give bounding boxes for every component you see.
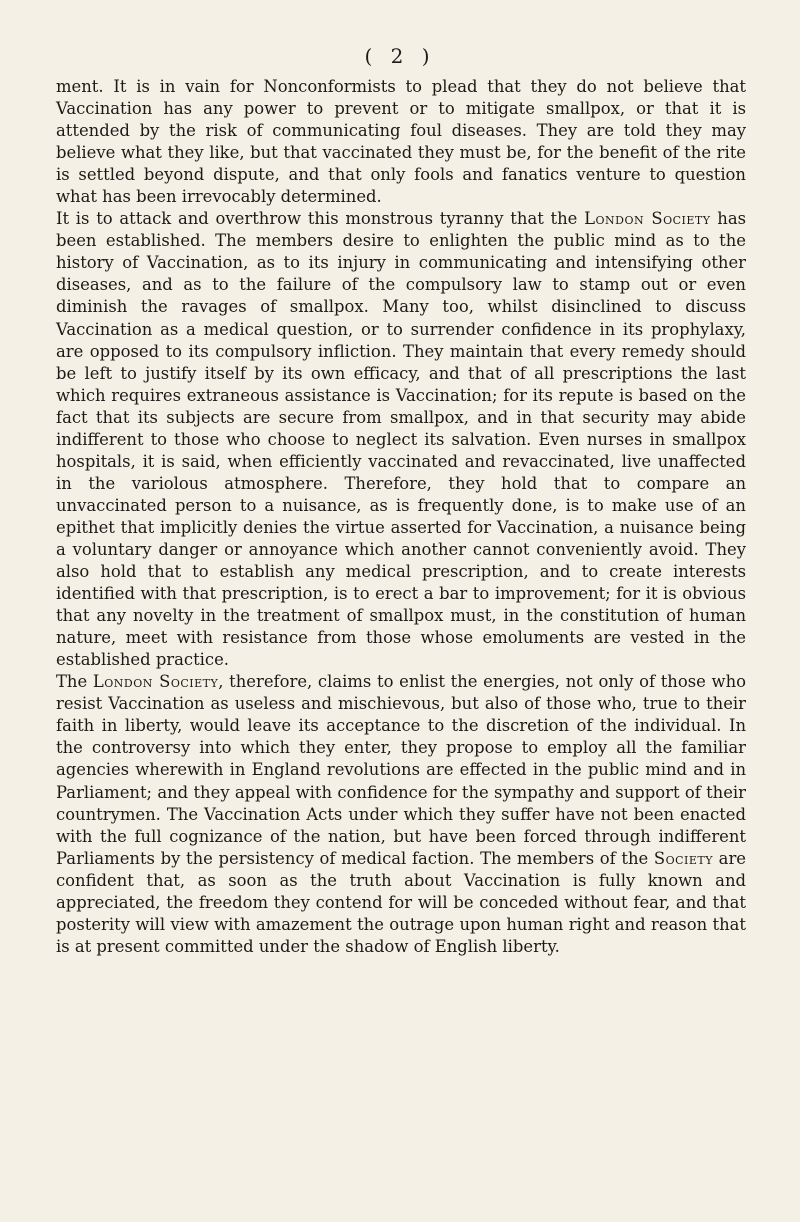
paragraph-1	[56, 76, 746, 208]
body-text	[56, 76, 746, 958]
paragraph-3-before: The	[56, 672, 93, 692]
paragraph-3-middle: , therefore, claims to enlist the energies, not only of those who resist Vaccination as useless and mischievous, but also of those who, true to their faith in liberty, would leave its acceptance to the discretion of the individual. In the controversy into which they enter, they propose to employ all the familiar agencies wherewith in England revolutions are effected in the public mind and in Parliament; and they appeal with confidence for the sympathy and support of their countrymen. The Vaccination Acts under which they suffer have not been enacted with the full cognizance of the nation, but have been forced through indifferent Parliaments by the persistency of medical faction. The members of the	[56, 672, 746, 868]
paragraph-3-after: are confident that, as soon as the truth about Vaccination is fully known and appreciated, the freedom they contend for will be conceded without fear, and that posterity will view with amazement the outrage upon human right and reason that is at present committed under the shadow of English liberty.	[56, 848, 746, 956]
page-number: ( 2 )	[364, 44, 436, 68]
paragraph-1-text: ment. It is in vain for Nonconformists to plead that they do not believe that Vaccination has any power to prevent or to mitigate smallpox, or that it is attended by the risk of communicating foul diseases. They are told they may believe what they like, but that vaccinated they must be, for the benefit of the rite is settled beyond dispute, and that only fools and fanatics venture to question what has been irrevocably determined.	[56, 77, 746, 207]
society-name: London Society	[584, 209, 711, 229]
paragraph-2-after: has been established. The members desire to enlighten the public mind as to the history of Vaccination, as to its injury in communicating and intensifying other diseases, and as to the failure of the compulsory law to stamp out or even diminish the ravages of smallpox. Many too, whilst disinclined to discuss Vaccination as a medical question, or to surrender confidence in its prophylaxy, are opposed to its compulsory infliction. They maintain that every remedy should be left to justify itself by its own efficacy, and that of all prescriptions the last which requires extraneous assistance is Vaccination; for its repute is based on the fact that its subjects are secure from smallpox, and in that security may abide indifferent to those who choose to neglect its salvation. Even nurses in smallpox hospitals, it is said, when efficiently vaccinated and revaccinated, live unaffected in the variolous atmosphere. Therefore, they hold that to compare an unvaccinated person to a nuisance, as is frequently done, is to make use of an epithet that implicitly denies the virtue asserted for Vaccination, a nuisance being a voluntary danger or annoyance which another cannot conveniently avoid. They also hold that to establish any medical prescription, and to create interests identified with that prescription, is to erect a bar to improvement; for it is obvious that any novelty in the treatment of smallpox must, in the constitution of human nature, meet with resistance from those whose emoluments are vested in the established practice.	[56, 209, 746, 670]
society-name-short: Society	[653, 848, 714, 868]
paragraph-2-before: It is to attack and overthrow this monstrous tyranny that the	[56, 209, 585, 229]
paragraph-3	[56, 671, 746, 958]
paragraph-2	[56, 208, 746, 671]
society-name: London Society	[92, 672, 219, 692]
